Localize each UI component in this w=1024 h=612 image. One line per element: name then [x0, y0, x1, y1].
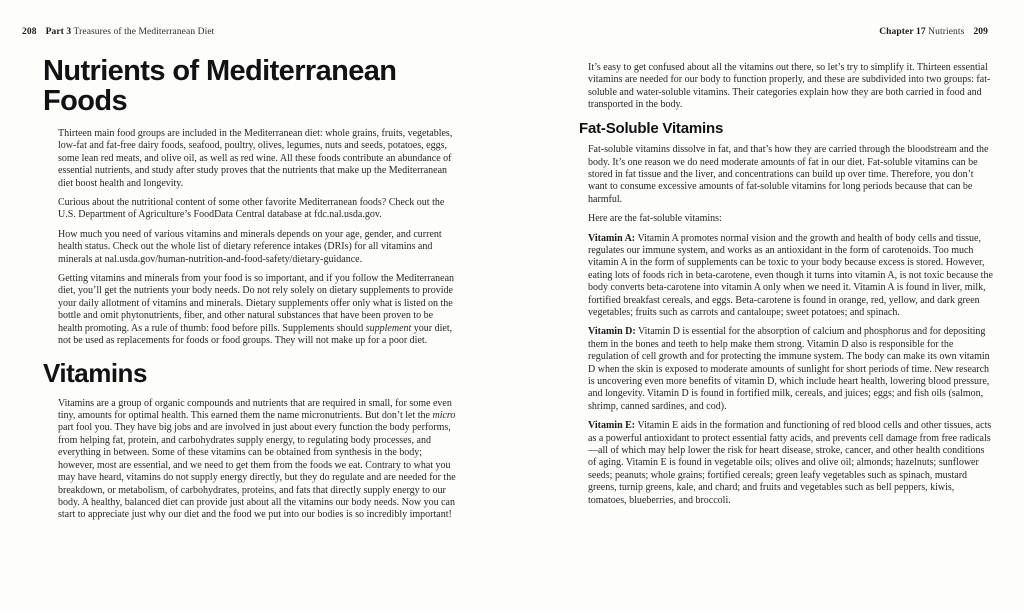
paragraph-text: Vitamin A promotes normal vision and the growth and health of body cells and tissue, regulates our immune system, and works as an antioxidant in the form of carotenoids. Too much vitamin A in the form of supplements can be toxic to your body because excess is stored. However, eating lots of foods rich in beta-carotene, even though it turns into vitamin A, is not toxic because the body converts beta-carotene into vitamin A only when we need it. Vitamin A is found in liver, milk, fortified breakfast cereals, and eggs. Beta-carotene is found in orange, red, yellow, and dark green vegetables; fruits such as carrots and cantaloupe; sweet potatoes; and spinach. [588, 232, 993, 318]
body-paragraph [58, 273, 458, 347]
chapter-title: Nutrients [928, 27, 965, 37]
list-intro-line: Here are the fat-soluble vitamins: [588, 213, 722, 225]
chapter-main-title: Nutrients of Mediterranean Foods [43, 55, 397, 118]
italic-word: micro [432, 410, 456, 422]
chapter-label: Chapter 17 [879, 27, 926, 37]
paragraph-text: Getting vitamins and minerals from your food is so important, and if you follow the Mediterranean diet, you’ll get the nutrients your body needs. Do not rely solely on dietary supplements to provide your daily allotment of vitamins and minerals. Dietary supplements offer only what is listed on the bottle and omit phytonutrients, fiber, and other natural substances that have been proven to be health promoting. As a rule of thumb: food before pills. Supplements should [58, 272, 455, 334]
page-number-left: 208 [22, 27, 37, 37]
body-paragraph [58, 398, 458, 522]
section-heading-vitamins: Vitamins [43, 358, 147, 389]
paragraph-text: Vitamins are a group of organic compounds and nutrients that are required in small, for some even tiny, amounts for optimal health. This earned them the name micronutrients. But don’t let the [58, 397, 452, 422]
section-heading-fat-soluble: Fat-Soluble Vitamins [579, 119, 724, 137]
left-page-content [43, 55, 458, 529]
italic-word: supplement [365, 322, 412, 334]
vitamin-e-label: Vitamin E: [588, 420, 636, 432]
vitamin-e-paragraph [588, 420, 994, 507]
vitamin-a-label: Vitamin A: [588, 232, 636, 244]
paragraph-text: Vitamin E aids in the formation and functioning of red blood cells and other tissues, acts as a powerful antioxidant to protect essential fatty acids, and prevents cell damage from free radicals—all of which may help lower the risk for heart disease, stroke, cancer, and other health conditions of aging. Vitamin E is found in vegetable oils; olives and olive oil; almonds; hazelnuts; sunflower seeds; peanuts; whole grains; fortified cereals; green leafy vegetables such as spinach, mustard greens, turnip greens, kale, and chard; and fruits and vegetables such as bell peppers, kiwis, tomatoes, blueberries, and broccoli. [588, 420, 992, 506]
paragraph-text: Vitamin D is essential for the absorption of calcium and phosphorus and for depositing them in the bones and teeth to help make them strong. Vitamin D also is responsible for the regulation of cell growth and for protecting the immune system. The body can make its own vitamin D when the skin is exposed to moderate amounts of sunlight for short periods of time. New research is uncovering even more benefits of vitamin D, which include heart health, lowering blood pressure, and longevity. Vitamin D is found in fortified milk, cereals, and juices; eggs; and fish oils (salmon, shrimp, canned sardines, and cod). [588, 326, 990, 412]
vitamin-d-label: Vitamin D: [588, 326, 636, 338]
part-label: Part 3 [45, 27, 72, 37]
vitamin-a-paragraph [588, 233, 994, 320]
page-number-right: 209 [973, 27, 988, 37]
running-head-right [879, 27, 988, 37]
running-head-left [22, 27, 214, 37]
body-paragraph: Thirteen main food groups are included in the Mediterranean diet: whole grains, fruits, vegetables, low-fat and fat-free dairy foods, seafood, poultry, olives, legumes, nuts and seeds, potatoes, eggs, some lean red meats, and olive oil, as well as red wine. All these foods contribute an abundance of essential nutrients, and study after study proves that the nutrients that make up the Mediterranean diet boost health and longevity. [58, 127, 453, 189]
body-paragraph: Curious about the nutritional content of some other favorite Mediterranean foods? Check out the U.S. Department of Agriculture’s FoodData Central database at fdc.nal.usda.gov. [58, 196, 445, 221]
paragraph-text: part fool you. They have big jobs and are involved in just about every function the body performs, from helping fat, protein, and carbohydrates supply energy, to regulating body processes, and everything in between. Some of these vitamins can be obtained from synthesis in the body; however, most are essential, and we need to get them from the foods we eat. Contrary to what you may have heard, vitamins do not supply energy directly, but they do regulate and are needed for the breakdown, or metabolism, of carbohydrates, proteins, and fats that directly supply energy to our body. A healthy, balanced diet can provide just about all the vitamins our body needs. Now you can start to appreciate just why our diet and the food we put into our bodies is so incredibly important! [58, 422, 456, 521]
book-section-title: Treasures of the Mediterranean Diet [73, 27, 215, 37]
body-paragraph: It’s easy to get confused about all the vitamins out there, so let’s try to simplify it. Thirteen essential vitamins are needed for our body to function properly, and these are subdivided into two groups: fat-soluble and water-soluble vitamins. Their categories explain how they are both carried in food and transported in the body. [588, 62, 991, 111]
body-paragraph: How much you need of various vitamins and minerals depends on your age, gender, and current health status. Check out the whole list of dietary reference intakes (DRIs) for all vitamins and minerals at nal.usda.gov/human-nutrition-and-food-safety/dietary-guidance. [58, 228, 442, 265]
body-paragraph: Fat-soluble vitamins dissolve in fat, and that’s how they are carried through the bloodstream and the body. It’s one reason we do need moderate amounts of fat in our diet. Fat-soluble vitamins can be stored in fat tissue and the liver, and concentrations can build up over time. Therefore, you don’t want to consume excessive amounts of fat-soluble vitamins for long periods because that can be harmful. [588, 144, 989, 205]
paragraph-text: your diet, not be used as replacements for foods or food groups. They will not make up for a poor diet. [58, 322, 453, 346]
right-page-content [579, 62, 994, 514]
vitamin-d-paragraph [588, 326, 994, 413]
right-page [512, 0, 1024, 612]
